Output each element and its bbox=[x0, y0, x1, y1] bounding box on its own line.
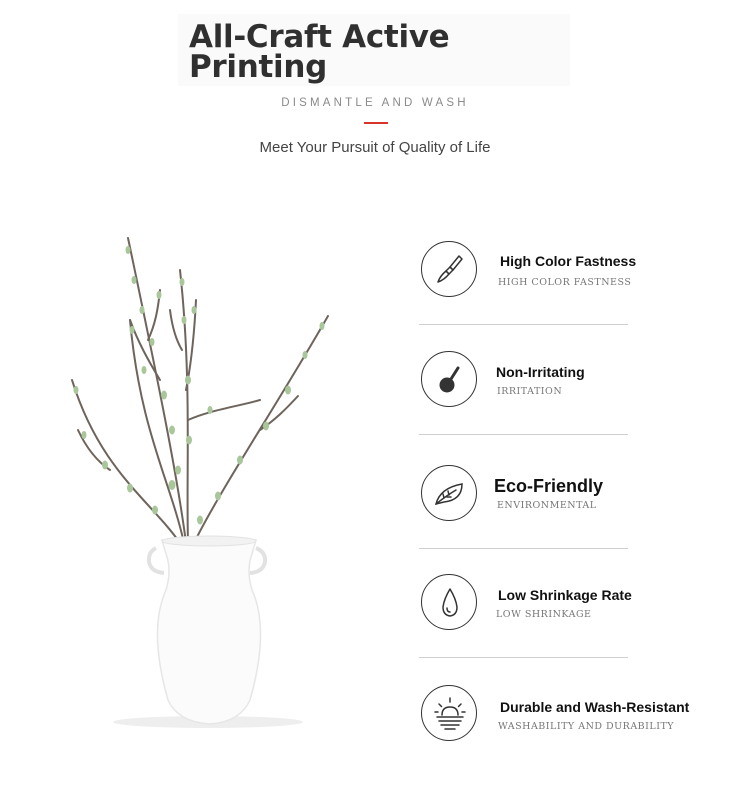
feature-title: High Color Fastness bbox=[500, 253, 637, 269]
feature-subtitle: LOW SHRINKAGE bbox=[496, 609, 592, 620]
feature-item-low-shrinkage-rate bbox=[420, 574, 650, 634]
feature-subtitle: HIGH COLOR FASTNESS bbox=[498, 277, 632, 288]
feature-title: Durable and Wash-Resistant bbox=[500, 699, 690, 715]
water-drop-icon bbox=[421, 574, 477, 630]
vase-with-branches-illustration bbox=[60, 230, 340, 740]
tagline: Meet Your Pursuit of Quality of Life bbox=[259, 139, 491, 156]
leaf-icon bbox=[421, 465, 477, 521]
feature-item-durable-wash-resistant bbox=[420, 685, 720, 745]
feature-subtitle: ENVIRONMENTAL bbox=[497, 500, 597, 511]
vase bbox=[149, 536, 265, 724]
feature-title: Low Shrinkage Rate bbox=[498, 587, 632, 603]
feature-divider bbox=[419, 434, 628, 435]
feature-title: Eco-Friendly bbox=[494, 476, 604, 496]
eyebrow-text: DISMANTLE AND WASH bbox=[281, 97, 469, 109]
sunrise-icon bbox=[421, 685, 477, 741]
feature-item-high-color-fastness bbox=[420, 240, 650, 300]
feature-item-non-irritating bbox=[420, 351, 650, 411]
feature-subtitle: WASHABILITY AND DURABILITY bbox=[498, 721, 675, 732]
feature-divider bbox=[419, 657, 628, 658]
page-title bbox=[189, 19, 450, 85]
feature-divider bbox=[419, 548, 628, 549]
frying-pan-icon bbox=[421, 351, 477, 407]
feature-item-eco-friendly bbox=[420, 465, 650, 525]
title-line-1: All-Craft Active bbox=[189, 19, 450, 55]
accent-divider bbox=[364, 122, 388, 124]
title-line-2: Printing bbox=[189, 49, 328, 85]
paintbrush-icon bbox=[421, 241, 477, 297]
feature-subtitle: IRRITATION bbox=[497, 386, 563, 397]
feature-divider bbox=[419, 324, 628, 325]
feature-title: Non-Irritating bbox=[496, 364, 585, 380]
